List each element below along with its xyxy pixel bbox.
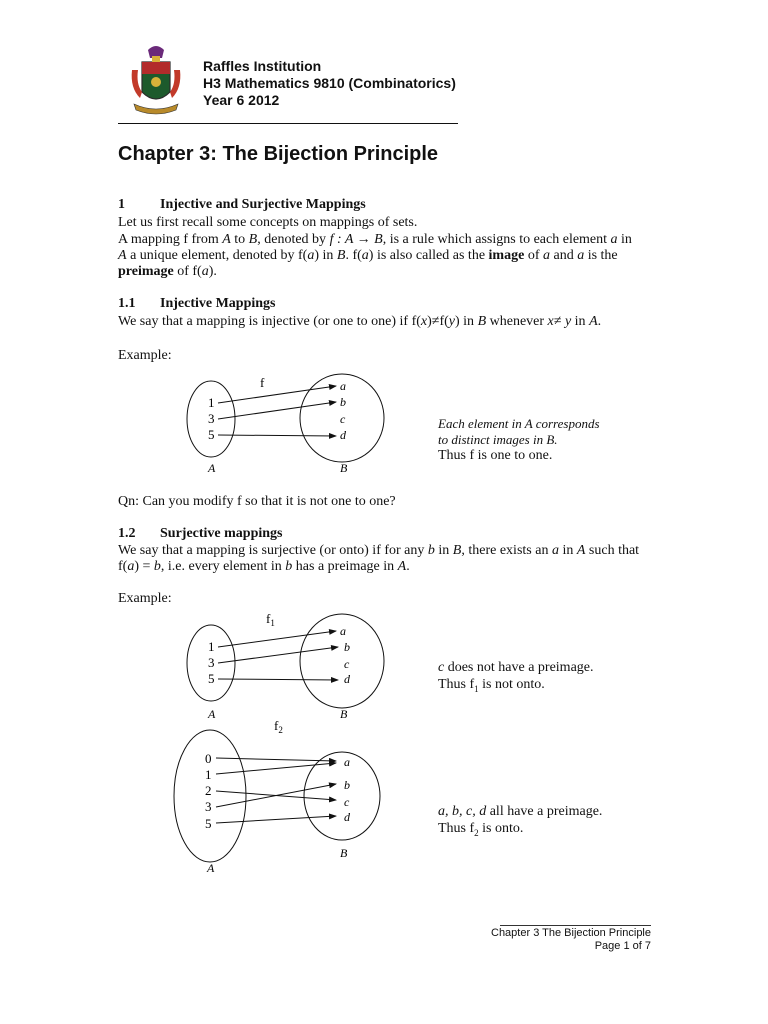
footer-divider [500, 925, 651, 926]
set-b-label: B [340, 461, 348, 475]
set-a-label: A [208, 707, 216, 721]
section-1-intro: Let us first recall some concepts on mappings of sets. [118, 215, 418, 230]
mapping-arrow [218, 647, 338, 663]
section-1-2-heading: Surjective mappings [160, 526, 283, 541]
mapping-notation: f : A → B [329, 232, 383, 247]
header-course: H3 Mathematics 9810 (Combinatorics) [203, 75, 456, 91]
codomain-element: d [340, 428, 346, 442]
f1-conclusion: Thus $f_1$ is not onto. [438, 677, 545, 694]
section-1-paragraph-line-3: preimage of f(a). [118, 264, 217, 279]
codomain-element: d [344, 810, 350, 824]
injective-definition: We say that a mapping is injective (or one to one) if f(x)≠f(y) in B whenever x≠ y in A. [118, 314, 602, 329]
mapping-arrow [216, 758, 336, 761]
footer-chapter: Chapter 3 The Bijection Principle [491, 927, 651, 939]
codomain-element: b [344, 778, 350, 792]
codomain-element: a [340, 624, 346, 638]
injective-caption-1: Each element in A corresponds [438, 416, 600, 431]
non-surjective-mapping-diagram [170, 608, 400, 723]
domain-element: 3 [205, 799, 212, 814]
surjective-definition-line-1: We say that a mapping is surjective (or onto) if for any b in B, there exists an a in A such that [118, 543, 640, 558]
school-crest-icon [128, 44, 184, 118]
codomain-element: b [340, 395, 346, 409]
section-1-paragraph-line-1: A mapping f from A to B, denoted by f : A → B, is a rule which assigns to each element a in [118, 232, 632, 247]
domain-element: 5 [205, 816, 212, 831]
header-year: Year 6 2012 [203, 92, 280, 108]
codomain-element: c [344, 657, 350, 671]
mapping-arrow [216, 816, 336, 823]
mapping-arrow [218, 679, 338, 680]
mapping-arrow [216, 784, 336, 807]
injective-conclusion: Thus f is one to one. [438, 448, 553, 463]
domain-element: 3 [208, 411, 215, 426]
mapping-arrow [218, 402, 336, 419]
set-b-label: B [340, 846, 348, 860]
mapping-arrow [218, 386, 336, 403]
map-label: $f_1$ [266, 611, 275, 628]
injective-mapping-diagram [170, 365, 400, 480]
f2-note: a, b, c, d all have a preimage. [438, 804, 603, 819]
section-1-paragraph-line-2: A a unique element, denoted by f(a) in B. f(a) is also called as the image of a and a is the [118, 248, 618, 263]
section-1-1-heading: Injective Mappings [160, 296, 276, 311]
set-b-label: B [340, 707, 348, 721]
map-label: $f_2$ [274, 718, 283, 735]
f1-note: c does not have a preimage. [438, 660, 594, 675]
section-1-number: 1 [118, 197, 125, 212]
mapping-arrow [216, 763, 336, 774]
header-divider [118, 123, 458, 124]
codomain-element: a [344, 755, 350, 769]
mapping-arrow [218, 435, 336, 436]
codomain-element: c [344, 795, 350, 809]
section-1-2-number: 1.2 [118, 526, 136, 541]
domain-element: 3 [208, 655, 215, 670]
codomain-element: b [344, 640, 350, 654]
set-a-label: A [207, 861, 215, 875]
header-institution: Raffles Institution [203, 58, 322, 74]
set-a-label: A [208, 461, 216, 475]
domain-element: 0 [205, 751, 212, 766]
map-label: f [260, 375, 265, 390]
example-label-2: Example: [118, 591, 172, 606]
codomain-element: c [340, 412, 346, 426]
injective-caption-2: to distinct images in B. [438, 432, 558, 447]
domain-element: 1 [205, 767, 212, 782]
domain-element: 1 [208, 639, 215, 654]
codomain-element: d [344, 672, 350, 686]
example-label-1: Example: [118, 348, 172, 363]
surjective-mapping-diagram [170, 718, 400, 878]
domain-element: 1 [208, 395, 215, 410]
footer-page-number: Page 1 of 7 [594, 940, 651, 952]
codomain-element: a [340, 379, 346, 393]
page-title: Chapter 3: The Bijection Principle [118, 143, 439, 165]
section-1-heading: Injective and Surjective Mappings [160, 197, 366, 212]
domain-element: 5 [208, 427, 215, 442]
mapping-arrow [218, 631, 336, 647]
surjective-definition-line-2: f(a) = b, i.e. every element in b has a preimage in A. [118, 559, 410, 574]
question: Qn: Can you modify f so that it is not one to one? [118, 494, 396, 509]
domain-element: 2 [205, 783, 212, 798]
domain-element: 5 [208, 671, 215, 686]
section-1-1-number: 1.1 [118, 296, 136, 311]
f2-conclusion: Thus $f_2$ is onto. [438, 821, 524, 838]
